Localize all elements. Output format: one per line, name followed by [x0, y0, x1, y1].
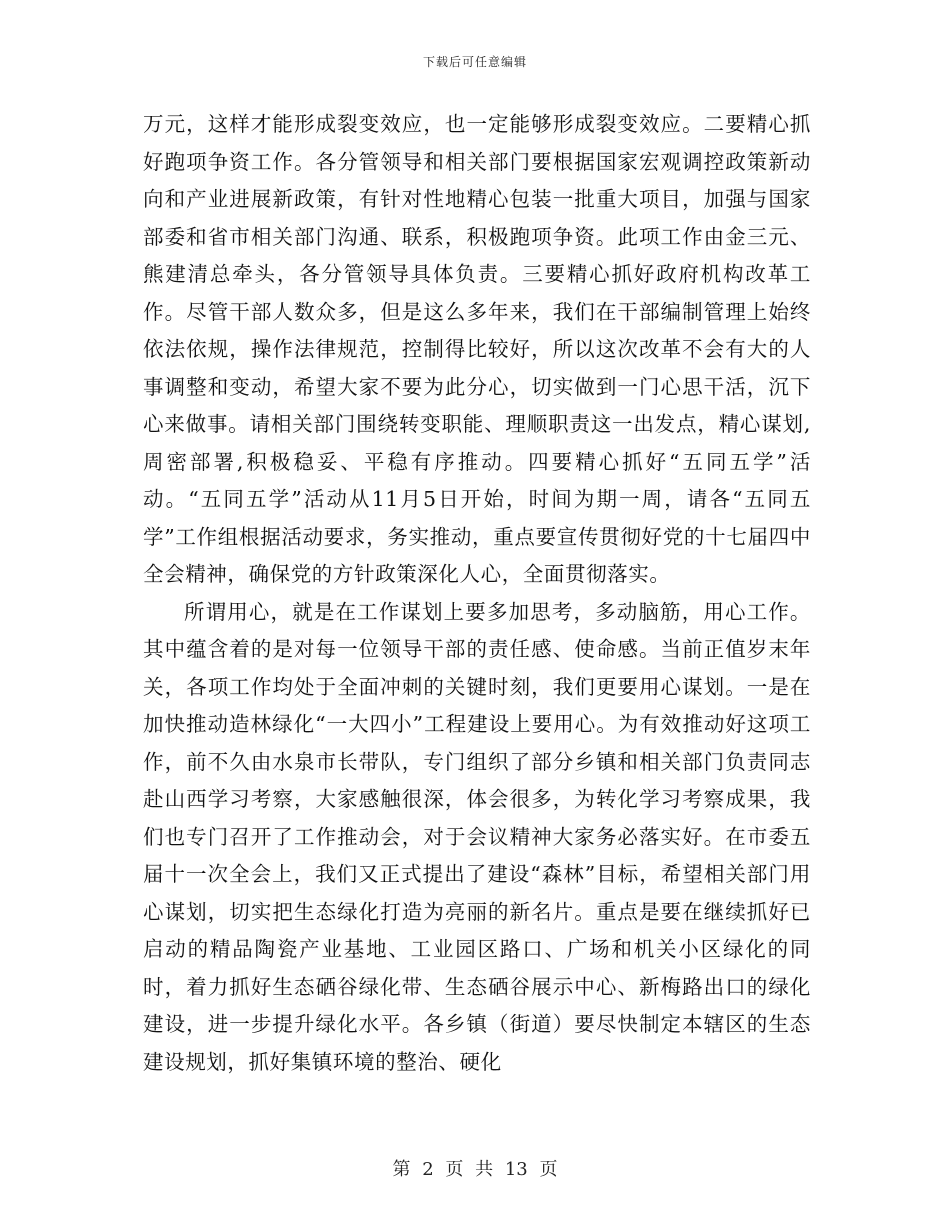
paragraph: 所谓用心，就是在工作谋划上要多加思考，多动脑筋，用心工作。其中蕴含着的是对每一位领导干部的责任感、使命感。当前正值岁末年关，各项工作均处于全面冲刺的关键时刻，我们更要用心谋划。一是在加快推动造林绿化“一大四小”工程建设上要用心。为有效推动好这项工作，前不久由水泉市长带队，专门组织了部分乡镇和相关部门负责同志赴山西学习考察，大家感触很深，体会很多，为转化学习考察成果，我们也专门召开了工作推动会，对于会议精神大家务必落实好。在市委五届十一次全会上，我们又正式提出了建设“森林”目标，希望相关部门用心谋划，切实把生态绿化打造为亮丽的新名片。重点是要在继续抓好已启动的精品陶瓷产业基地、工业园区路口、广场和机关小区绿化的同时，着力抓好生态硒谷绿化带、生态硒谷展示中心、新梅路出口的绿化建设，进一步提升绿化水平。各乡镇（街道）要尽快制定本辖区的生态建设规划，抓好集镇环境的整治、硬化 — [143, 599, 811, 1074]
page-number: 第 2 页 共 13 页 — [392, 1159, 558, 1180]
paragraph-continued: 万元，这样才能形成裂变效应，也一定能够形成裂变效应。二要精心抓好跑项争资工作。各分管领导和相关部门要根据国家宏观调控政策新动向和产业进展新政策，有针对性地精心包装一批重大项目，加强与国家部委和省市相关部门沟通、联系，积极跑项争资。此项工作由金三元、熊建清总牵头，各分管领导具体负责。三要精心抓好政府机构改革工作。尽管干部人数众多，但是这么多年来，我们在干部编制管理上始终依法依规，操作法律规范，控制得比较好，所以这次改革不会有大的人事调整和变动，希望大家不要为此分心，切实做到一门心思干活，沉下心来做事。请相关部门围绕转变职能、理顺职责这一出发点，精心谋划,周密部署,积极稳妥、平稳有序推动。四要精心抓好“五同五学”活动。“五同五学”活动从11月5日开始，时间为期一周，请各“五同五学”工作组根据活动要求，务实推动，重点要宣传贯彻好党的十七届四中全会精神，确保党的方针政策深化人心，全面贯彻落实。 — [143, 112, 811, 586]
document-body — [143, 106, 811, 1081]
page-footer — [0, 1155, 950, 1181]
page-header — [0, 53, 950, 70]
header-note: 下载后可任意编辑 — [422, 55, 527, 69]
